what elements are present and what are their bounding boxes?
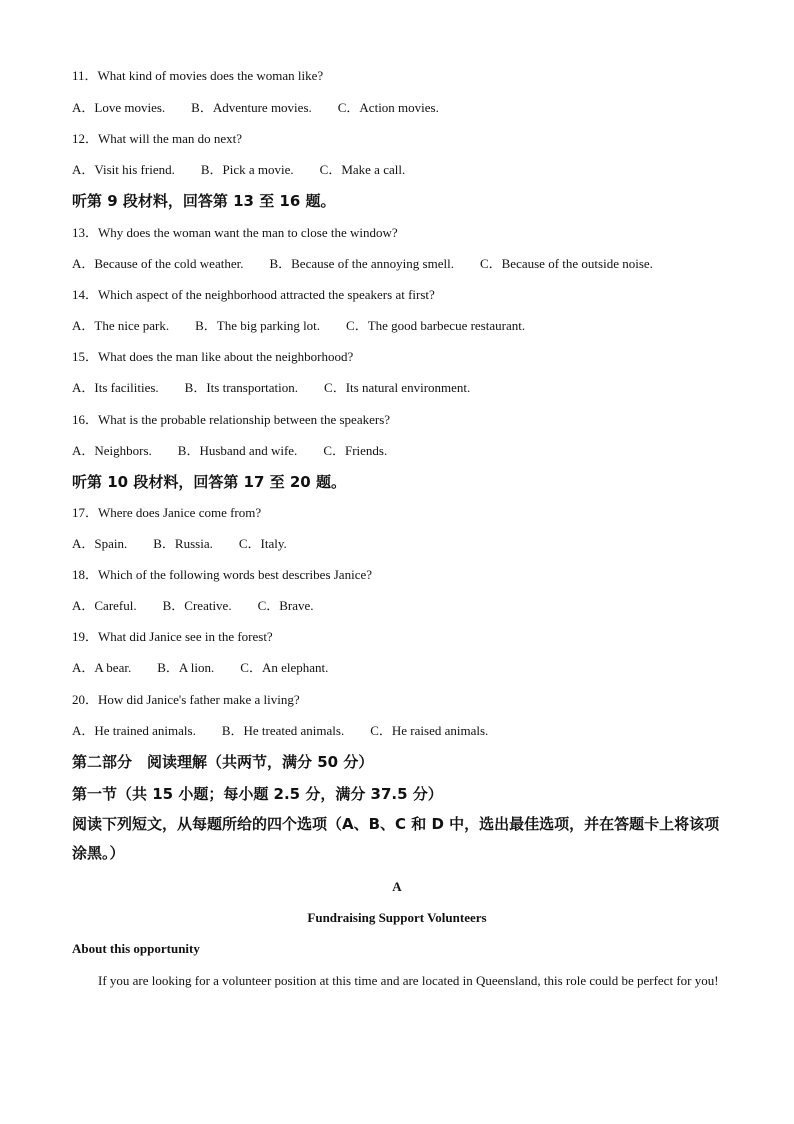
part-2-heading: 第二部分 阅读理解（共两节，满分 50 分） — [72, 753, 374, 771]
option-a: A．A bear. — [72, 660, 132, 675]
section-10-heading: 听第 10 段材料，回答第 17 至 20 题。 — [72, 473, 346, 491]
option-a: A．Neighbors. — [72, 443, 152, 458]
question-20: 20．How did Janice's father make a living? — [72, 692, 300, 707]
question-19-options — [72, 660, 328, 676]
option-c: C．Its natural environment. — [324, 380, 471, 395]
option-c: C．An elephant. — [240, 660, 329, 675]
option-b: B．Because of the annoying smell. — [269, 256, 454, 271]
option-b: B．Russia. — [153, 536, 213, 551]
question-13: 13．Why does the woman want the man to close the window? — [72, 225, 398, 240]
passage-subheading: About this opportunity — [72, 941, 200, 956]
section-1-heading: 第一节（共 15 小题；每小题 2.5 分，满分 37.5 分） — [72, 785, 443, 803]
question-17: 17．Where does Janice come from? — [72, 505, 262, 520]
question-12-options — [72, 162, 405, 178]
question-16: 16．What is the probable relationship between the speakers? — [72, 412, 391, 427]
option-b: B．Adventure movies. — [191, 100, 312, 115]
question-15: 15．What does the man like about the neighborhood? — [72, 349, 354, 364]
question-16-options — [72, 443, 387, 459]
question-12: 12．What will the man do next? — [72, 131, 243, 146]
option-a: A．Because of the cold weather. — [72, 256, 244, 271]
option-a: A．The nice park. — [72, 318, 170, 333]
question-20-options — [72, 723, 488, 739]
option-c: C．Friends. — [323, 443, 388, 458]
option-b: B．He treated animals. — [221, 723, 345, 738]
question-13-options — [72, 256, 653, 272]
option-a: A．Its facilities. — [72, 380, 159, 395]
question-19: 19．What did Janice see in the forest? — [72, 629, 273, 644]
question-17-options — [72, 536, 287, 552]
passage-title: Fundraising Support Volunteers — [307, 910, 487, 925]
option-b: B．Husband and wife. — [177, 443, 298, 458]
option-a: A．He trained animals. — [72, 723, 196, 738]
question-11-options — [72, 100, 439, 116]
option-a: A．Careful. — [72, 598, 137, 613]
option-a: A．Love movies. — [72, 100, 166, 115]
question-14: 14．Which aspect of the neighborhood attracted the speakers at first? — [72, 287, 435, 302]
option-c: C．Because of the outside noise. — [479, 256, 653, 271]
reading-instructions: 阅读下列短文，从每题所给的四个选项（A、B、C 和 D 中，选出最佳选项，并在答题卡上将该项涂黑。） — [72, 815, 720, 862]
option-a: A．Visit his friend. — [72, 162, 175, 177]
option-b: B．Pick a movie. — [200, 162, 294, 177]
option-b: B．The big parking lot. — [195, 318, 321, 333]
option-c: C．Italy. — [238, 536, 287, 551]
passage-letter: A — [392, 879, 402, 894]
question-11: 11．What kind of movies does the woman like? — [72, 68, 324, 83]
option-b: B．Creative. — [162, 598, 232, 613]
option-c: C．He raised animals. — [370, 723, 489, 738]
option-c: C．Action movies. — [337, 100, 439, 115]
passage-paragraph: If you are looking for a volunteer position at this time and are located in Queensland, this role could be perfect for you! — [98, 973, 719, 988]
question-18: 18．Which of the following words best describes Janice? — [72, 567, 373, 582]
question-14-options — [72, 318, 525, 334]
option-b: B．A lion. — [157, 660, 215, 675]
option-c: C．The good barbecue restaurant. — [346, 318, 526, 333]
option-a: A．Spain. — [72, 536, 128, 551]
option-c: C．Brave. — [257, 598, 314, 613]
question-18-options — [72, 598, 314, 614]
option-b: B．Its transportation. — [184, 380, 299, 395]
question-15-options — [72, 380, 470, 396]
section-9-heading: 听第 9 段材料，回答第 13 至 16 题。 — [72, 192, 336, 210]
option-c: C．Make a call. — [319, 162, 406, 177]
